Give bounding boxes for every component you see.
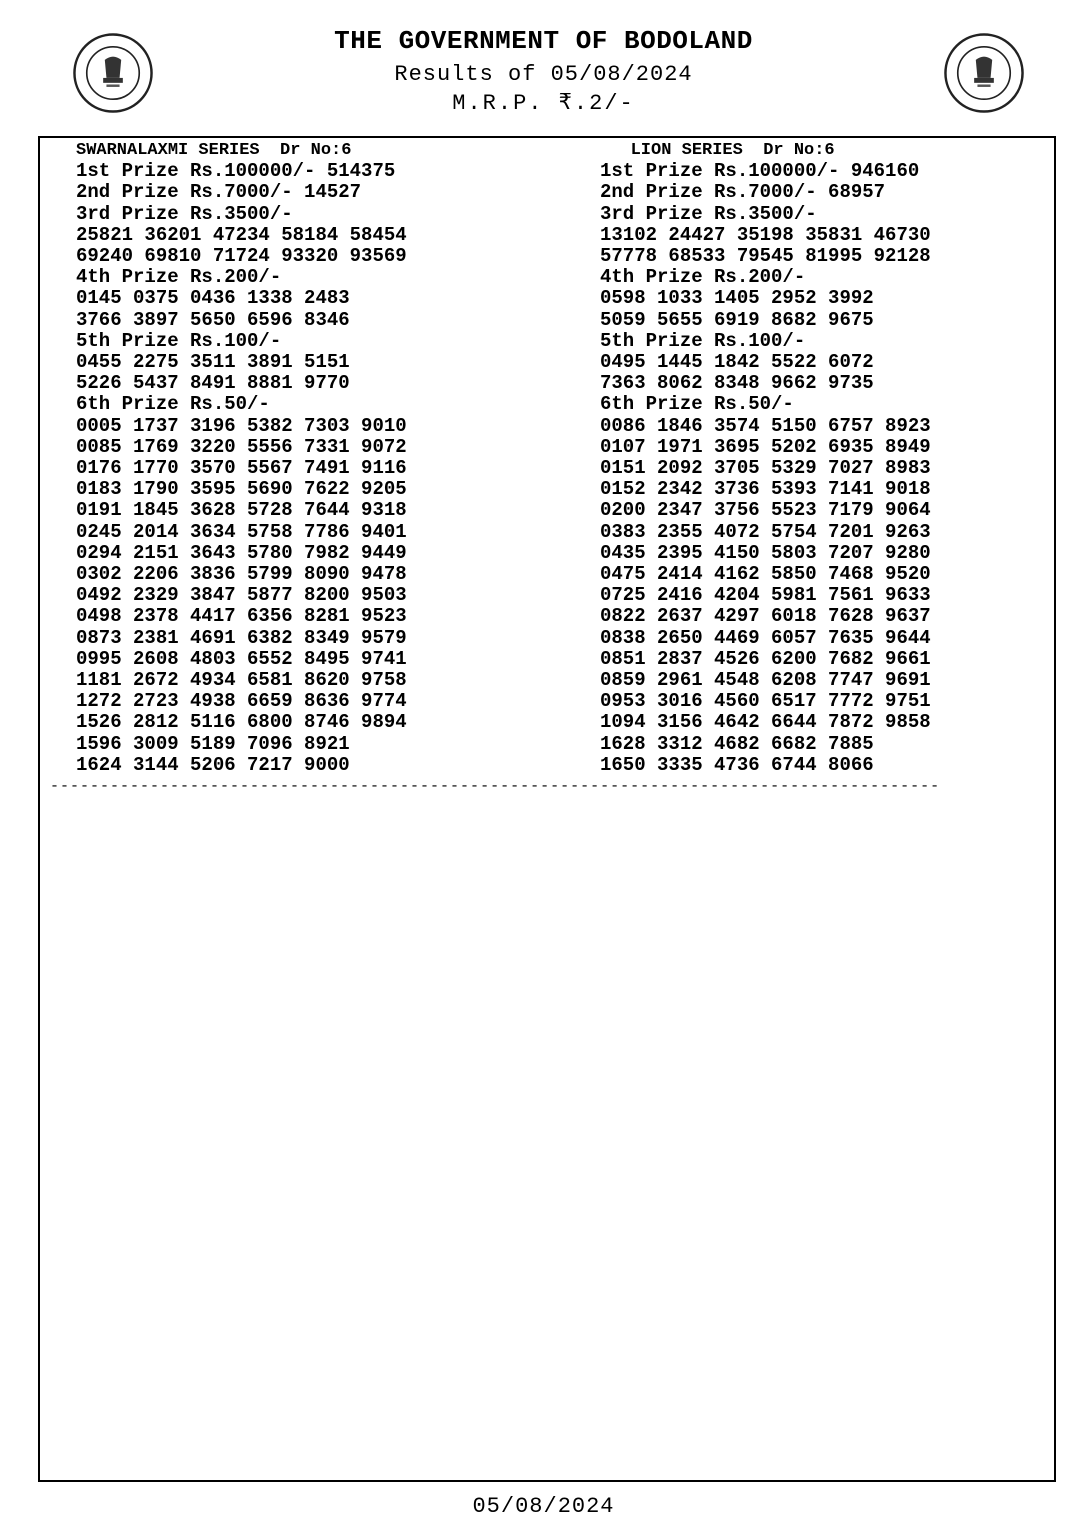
ticket-numbers-row: 0086 1846 3574 5150 6757 8923: [600, 414, 931, 437]
prize-line: 3rd Prize Rs.3500/-: [600, 202, 817, 225]
ticket-numbers-row: 0859 2961 4548 6208 7747 9691: [600, 669, 931, 692]
ticket-numbers-row: 0873 2381 4691 6382 8349 9579: [76, 626, 407, 649]
ticket-numbers-row: 0495 1445 1842 5522 6072: [600, 351, 874, 374]
ticket-numbers-row: 0953 3016 4560 6517 7772 9751: [600, 690, 931, 713]
ticket-numbers-row: 1624 3144 5206 7217 9000: [76, 753, 350, 776]
ticket-numbers-row: 1628 3312 4682 6682 7885: [600, 732, 874, 755]
prize-line: 6th Prize Rs.50/-: [76, 393, 270, 416]
prize-line: 4th Prize Rs.200/-: [76, 266, 282, 289]
ticket-numbers-row: 0838 2650 4469 6057 7635 9644: [600, 626, 931, 649]
ticket-numbers-row: 7363 8062 8348 9662 9735: [600, 372, 874, 395]
prize-line: 2nd Prize Rs.7000/- 68957: [600, 181, 886, 204]
series-column-right: [600, 140, 931, 776]
results-date: Results of 05/08/2024: [394, 62, 693, 87]
prize-line: 1st Prize Rs.100000/- 946160: [600, 160, 920, 183]
prize-line: 2nd Prize Rs.7000/- 14527: [76, 181, 362, 204]
ticket-numbers-row: 0995 2608 4803 6552 8495 9741: [76, 647, 407, 670]
ticket-numbers-row: 0085 1769 3220 5556 7331 9072: [76, 435, 407, 458]
series-heading: LION SERIES Dr No:6: [600, 141, 835, 160]
ticket-numbers-row: 0151 2092 3705 5329 7027 8983: [600, 457, 931, 480]
ticket-numbers-row: 1650 3335 4736 6744 8066: [600, 753, 874, 776]
series-column-left: [76, 140, 407, 776]
ticket-numbers-row: 5226 5437 8491 8881 9770: [76, 372, 350, 395]
ticket-numbers-row: 0475 2414 4162 5850 7468 9520: [600, 563, 931, 586]
divider-line: -----------------------------------------------------------------------------------------: [50, 778, 941, 795]
ticket-numbers-row: 0294 2151 3643 5780 7982 9449: [76, 541, 407, 564]
ticket-numbers-row: 0383 2355 4072 5754 7201 9263: [600, 520, 931, 543]
ticket-numbers-row: 0822 2637 4297 6018 7628 9637: [600, 605, 931, 628]
ticket-numbers-row: 0435 2395 4150 5803 7207 9280: [600, 541, 931, 564]
ticket-numbers-row: 69240 69810 71724 93320 93569: [76, 245, 407, 268]
government-seal-right: [943, 32, 1025, 114]
ticket-numbers-row: 0005 1737 3196 5382 7303 9010: [76, 414, 407, 437]
ticket-numbers-row: 0107 1971 3695 5202 6935 8949: [600, 435, 931, 458]
ticket-numbers-row: 1094 3156 4642 6644 7872 9858: [600, 711, 931, 734]
prize-line: 6th Prize Rs.50/-: [600, 393, 794, 416]
page-title: THE GOVERNMENT OF BODOLAND: [334, 26, 753, 56]
ticket-numbers-row: 1181 2672 4934 6581 8620 9758: [76, 669, 407, 692]
ticket-numbers-row: 0245 2014 3634 5758 7786 9401: [76, 520, 407, 543]
government-seal-left: [72, 32, 154, 114]
ticket-numbers-row: 1272 2723 4938 6659 8636 9774: [76, 690, 407, 713]
series-heading: SWARNALAXMI SERIES Dr No:6: [76, 141, 352, 160]
ticket-numbers-row: 0183 1790 3595 5690 7622 9205: [76, 478, 407, 501]
prize-line: 3rd Prize Rs.3500/-: [76, 202, 293, 225]
prize-line: 1st Prize Rs.100000/- 514375: [76, 160, 396, 183]
ticket-numbers-row: 1526 2812 5116 6800 8746 9894: [76, 711, 407, 734]
ticket-numbers-row: 5059 5655 6919 8682 9675: [600, 308, 874, 331]
ticket-numbers-row: 0725 2416 4204 5981 7561 9633: [600, 584, 931, 607]
footer-date: 05/08/2024: [472, 1494, 615, 1519]
prize-line: 5th Prize Rs.100/-: [76, 329, 282, 352]
ticket-numbers-row: 0152 2342 3736 5393 7141 9018: [600, 478, 931, 501]
ticket-numbers-row: 0176 1770 3570 5567 7491 9116: [76, 457, 407, 480]
ticket-numbers-row: 0455 2275 3511 3891 5151: [76, 351, 350, 374]
ticket-numbers-row: 25821 36201 47234 58184 58454: [76, 223, 407, 246]
ticket-numbers-row: 57778 68533 79545 81995 92128: [600, 245, 931, 268]
ticket-numbers-row: 3766 3897 5650 6596 8346: [76, 308, 350, 331]
prize-line: 4th Prize Rs.200/-: [600, 266, 806, 289]
mrp-price: M.R.P. ₹.2/-: [452, 91, 635, 116]
ticket-numbers-row: 0598 1033 1405 2952 3992: [600, 287, 874, 310]
ticket-numbers-row: 0200 2347 3756 5523 7179 9064: [600, 499, 931, 522]
ticket-numbers-row: 13102 24427 35198 35831 46730: [600, 223, 931, 246]
ticket-numbers-row: 0492 2329 3847 5877 8200 9503: [76, 584, 407, 607]
prize-line: 5th Prize Rs.100/-: [600, 329, 806, 352]
ticket-numbers-row: 0851 2837 4526 6200 7682 9661: [600, 647, 931, 670]
ticket-numbers-row: 1596 3009 5189 7096 8921: [76, 732, 350, 755]
ticket-numbers-row: 0145 0375 0436 1338 2483: [76, 287, 350, 310]
ticket-numbers-row: 0498 2378 4417 6356 8281 9523: [76, 605, 407, 628]
ticket-numbers-row: 0191 1845 3628 5728 7644 9318: [76, 499, 407, 522]
ticket-numbers-row: 0302 2206 3836 5799 8090 9478: [76, 563, 407, 586]
